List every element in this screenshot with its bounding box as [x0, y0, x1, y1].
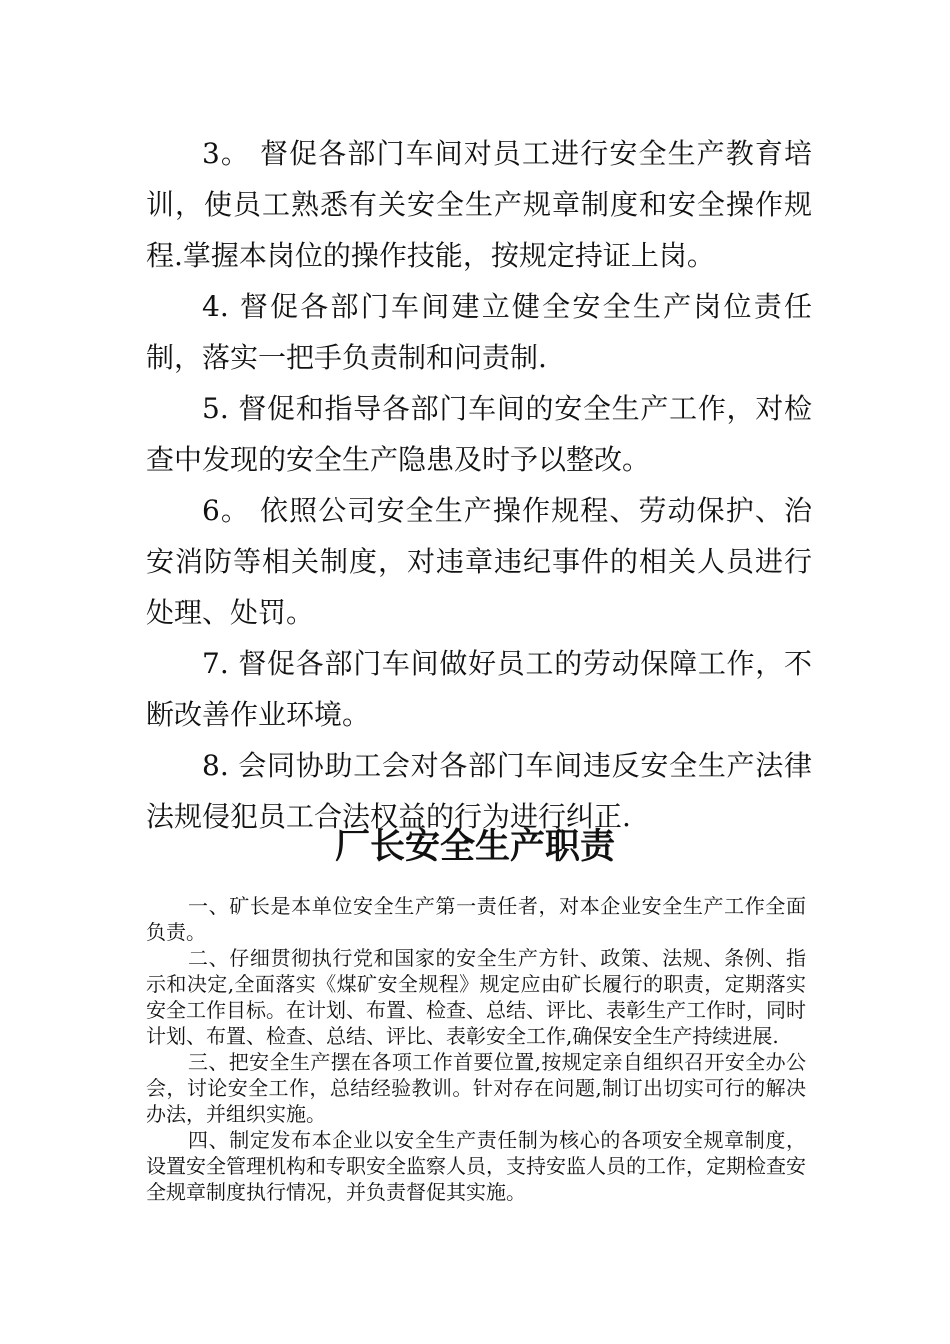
director-duty-4: 四、制定发布本企业以安全生产责任制为核心的各项安全规章制度，设置安全管理机构和专职安全监察人员，支持安监人员的工作，定期检查安全规章制度执行情况，并负责督促其实施。 [146, 1128, 806, 1204]
director-duty-1: 一、矿长是本单位安全生产第一责任者，对本企业安全生产工作全面负责。 [146, 894, 806, 944]
duties-list-continued [146, 128, 812, 842]
duty-item-4: 4. 督促各部门车间建立健全安全生产岗位责任制，落实一把手负责制和问责制. [146, 290, 812, 374]
duty-item-6: 6。 依照公司安全生产操作规程、劳动保护、治安消防等相关制度，对违章违纪事件的相关人员进行处理、处罚。 [146, 494, 812, 629]
duty-item-3: 3。 督促各部门车间对员工进行安全生产教育培训，使员工熟悉有关安全生产规章制度和安全操作规程.掌握本岗位的操作技能，按规定持证上岗。 [146, 137, 812, 272]
director-duties-list [146, 893, 806, 1205]
duty-item-7: 7. 督促各部门车间做好员工的劳动保障工作，不断改善作业环境。 [146, 647, 812, 731]
director-duty-3: 三、把安全生产摆在各项工作首要位置,按规定亲自组织召开安全办公会，讨论安全工作，总结经验教训。针对存在问题,制订出切实可行的解决办法，并组织实施。 [146, 1050, 806, 1126]
duty-item-5: 5. 督促和指导各部门车间的安全生产工作，对检查中发现的安全生产隐患及时予以整改。 [146, 392, 812, 476]
section-title: 厂长安全生产职责 [334, 827, 615, 867]
duty-item-8: 8. 会同协助工会对各部门车间违反安全生产法律法规侵犯员工合法权益的行为进行纠正. [146, 749, 812, 833]
director-duty-2: 二、仔细贯彻执行党和国家的安全生产方针、政策、法规、条例、指示和决定,全面落实《煤矿安全规程》规定应由矿长履行的职责，定期落实安全工作目标。在计划、布置、检查、总结、评比、表彰生产工作时，同时计划、布置、检查、总结、评比、表彰安全工作,确保安全生产持续进展. [146, 946, 806, 1048]
